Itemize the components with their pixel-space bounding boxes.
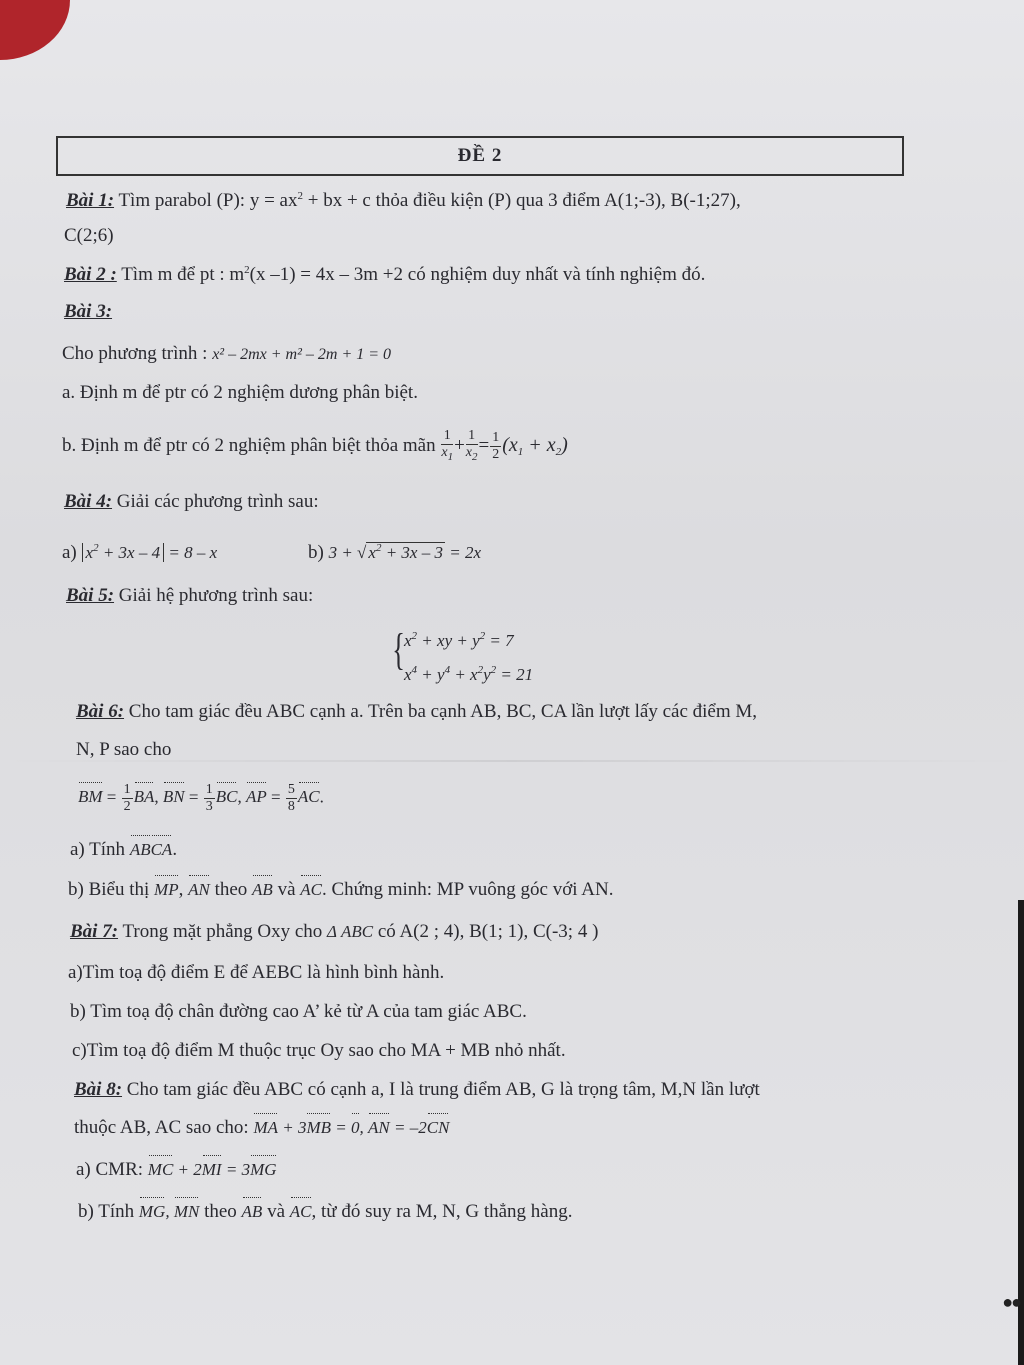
problem-7-c: c)Tìm toạ độ điểm M thuộc trục Oy sao cho MA + MB nhỏ nhất.: [72, 1040, 566, 1061]
problem-3-b-text: b. Định m để ptr có 2 nghiệm phân biệt thỏa mãn: [62, 434, 436, 456]
problem-6-a: a) Tính ABCA.: [70, 839, 178, 860]
problem-3-label: Bài 3:: [64, 301, 113, 322]
exam-title: ĐỀ 2: [457, 145, 503, 166]
fraction-1-x1: $\frac{1}{x_1}$: [441, 428, 454, 463]
problem-8-cont-text: thuộc AB, AC sao cho:: [74, 1117, 249, 1138]
problem-5: [66, 584, 313, 608]
problem-6-b-end: . Chứng minh: MP vuông góc với AN.: [321, 879, 614, 900]
problem-7-points: có A(2 ; 4), B(1; 1), C(-3; 4 ): [373, 921, 599, 942]
problem-3-b: b. Định m để ptr có 2 nghiệm phân biệt thỏa mãn $\frac{1}{x_1}$ + $\frac{1}{x_2}$ = $\frac{1}{2}$ $(x_1 + x_2)$: [62, 428, 568, 463]
problem-3-intro: [62, 342, 391, 367]
problem-5-text: Giải hệ phương trình sau:: [114, 585, 314, 606]
problem-2-text-b: (x –1) = 4x – 3m +2 có nghiệm duy nhất và tính nghiệm đó.: [249, 264, 706, 285]
problem-8-a: a) CMR: MC + 2MI = 3MG: [76, 1159, 277, 1180]
exam-title-box: [56, 136, 904, 176]
problem-6-text: Cho tam giác đều ABC cạnh a. Trên ba cạnh AB, BC, CA lần lượt lấy các điểm M,: [124, 701, 758, 722]
problem-6-cont: N, P sao cho: [76, 739, 172, 760]
problem-2-label: Bài 2 :: [64, 264, 117, 285]
problem-4-label: Bài 4:: [64, 491, 113, 512]
problem-6-b-text: b) Biểu thị: [68, 879, 150, 900]
problem-8-label: Bài 8:: [74, 1079, 123, 1100]
problem-6-vectors: BM = $\frac{1}{2}$ BA, BN = $\frac{1}{3}$ BC, AP = $\frac{5}{8}$ AC.: [78, 782, 324, 814]
problem-4-text: Giải các phương trình sau:: [112, 491, 319, 512]
problem-3-label-line: [64, 300, 112, 324]
problem-8-text: Cho tam giác đều ABC có cạnh a, I là trung điểm AB, G là trọng tâm, M,N lần lượt: [122, 1079, 760, 1100]
problem-8-b-mid: theo: [204, 1201, 237, 1222]
decorative-dots: ●●: [1002, 1292, 1020, 1312]
problem-7-b: b) Tìm toạ độ chân đường cao A’ kẻ từ A của tam giác ABC.: [70, 1001, 527, 1022]
problem-4-b-label: b): [308, 542, 324, 563]
problem-3-intro-text: Cho phương trình :: [62, 343, 213, 364]
problem-7-a: a)Tìm toạ độ điểm E để AEBC là hình bình hành.: [68, 962, 445, 983]
problem-4-a-rhs: = 8 – x: [164, 543, 218, 562]
problem-8-a-text: a) CMR:: [76, 1159, 144, 1180]
problem-2: Bài 2 : Tìm m để pt : $m^2(x$ –1) = 4x – 3m +2 có nghiệm duy nhất và tính nghiệm đó.: [64, 264, 706, 285]
problem-7-label: Bài 7:: [70, 921, 119, 942]
problem-4-b: b) 3 + √ $x^2 + 3x - 3 = 2x$: [308, 542, 481, 563]
problem-7-text: Trong mặt phẳng Oxy cho: [118, 921, 328, 942]
problem-1-cont: C(2;6): [64, 225, 114, 246]
problem-8-b: b) Tính MG, MN theo AB và AC, từ đó suy ra M, N, G thẳng hàng.: [78, 1201, 573, 1222]
problem-1-text: Tìm parabol (P): y = ax: [114, 190, 298, 211]
problem-2-text-a: Tìm m để pt : m: [116, 264, 245, 285]
problem-6: [76, 700, 757, 724]
problem-1-label: Bài 1:: [66, 190, 115, 211]
problem-3-a: a. Định m để ptr có 2 nghiệm dương phân biệt.: [62, 382, 418, 403]
problem-1-text-2: + bx + c thỏa điều kiện (P) qua 3 điểm A(1;-3), B(-1;27),: [302, 190, 741, 211]
problem-6-label: Bài 6:: [76, 701, 125, 722]
problem-7-triangle: Δ ABC: [327, 922, 374, 941]
problem-4-a: a) $x^2 + 3x - 4 = 8 - x$: [62, 542, 218, 563]
problem-4: [64, 490, 319, 514]
problem-4-a-label: a): [62, 542, 77, 563]
problem-8: [74, 1078, 760, 1102]
problem-8-b-text: b) Tính: [78, 1201, 135, 1222]
problem-7: [70, 920, 598, 944]
problem-1: Bài 1: Tìm parabol (P): $y = ax^2$ + bx + c thỏa điều kiện (P) qua 3 điểm A(1;-3), B(-1;27),: [66, 190, 741, 211]
problem-8-b-end: , từ đó suy ra M, N, G thẳng hàng.: [311, 1201, 573, 1222]
fraction-1-2: $\frac{1}{2}$: [492, 430, 500, 462]
problem-6-b: b) Biểu thị MP, AN theo AB và AC. Chứng minh: MP vuông góc với AN.: [68, 879, 614, 900]
fraction-1-x2: $\frac{1}{x_2}$: [465, 428, 478, 463]
problem-6-a-text: a) Tính: [70, 839, 126, 860]
problem-5-label: Bài 5:: [66, 585, 115, 606]
problem-3-equation: x² – 2mx + m² – 2m + 1 = 0: [212, 346, 392, 363]
problem-8-cont: thuộc AB, AC sao cho: MA + 3MB = 0, AN = –2CN: [74, 1117, 450, 1138]
